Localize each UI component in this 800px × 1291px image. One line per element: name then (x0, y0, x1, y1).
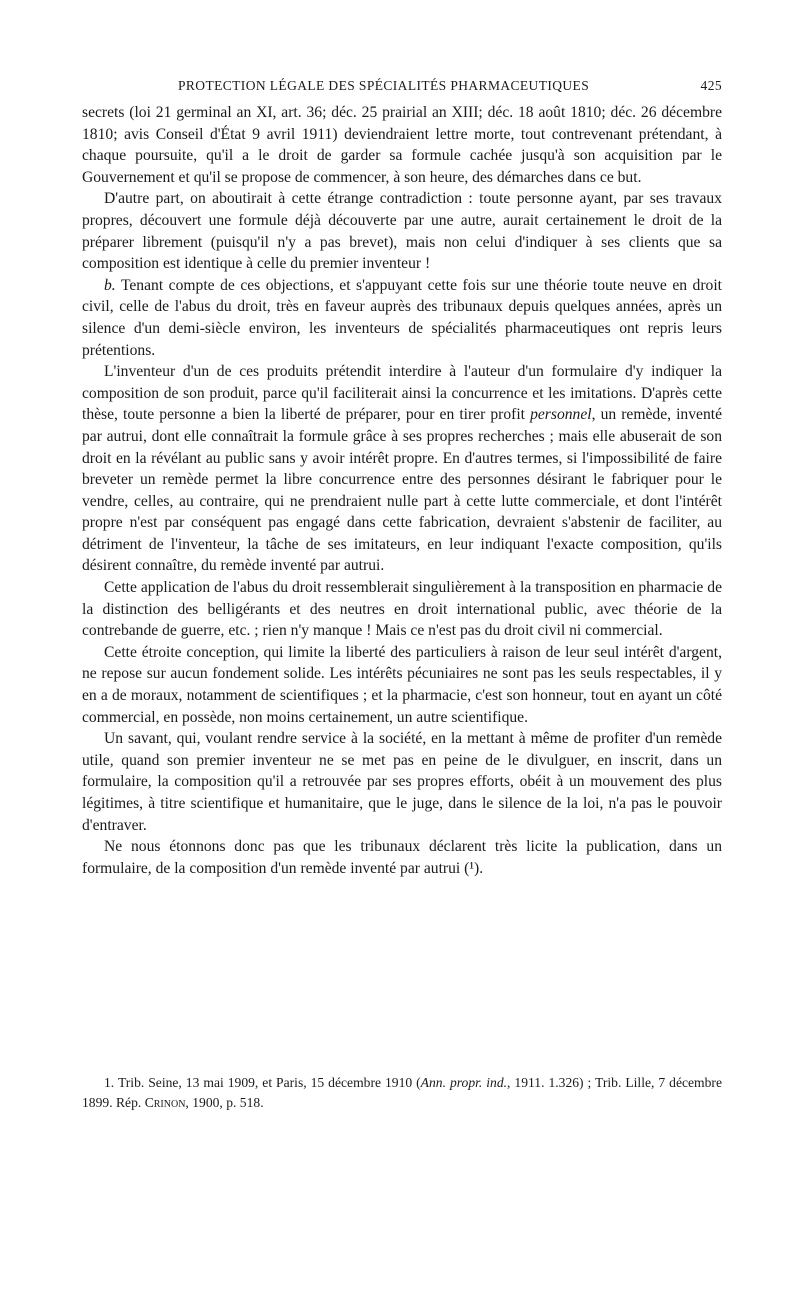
footnote-author: Crinon (144, 1094, 186, 1110)
page-number: 425 (700, 78, 722, 93)
paragraph-conclusion-text: Ne nous étonnons donc pas que les tribunaux déclarent très licite la publication, dans un formulaire, de la composition d'un remède inventé par autrui (82, 838, 722, 877)
footnote-journal: Ann. propr. ind. (420, 1075, 508, 1090)
paragraph-inventeur-part1: L'inventeur d'un de ces produits prétendit interdire à l'auteur d'un formulaire d'y indiquer la composition de son produit, parce qu'il faciliterait ainsi la concurrence et les imitations. D'après cette thèse, toute personne a bien la liberté de préparer, pour en tirer profit (82, 363, 722, 424)
footnote-text-c: , 1900, p. 518. (185, 1094, 264, 1110)
paragraph-savant: Un savant, qui, voulant rendre service à la société, en la mettant à même de profiter d'un remède utile, quand son premier inventeur ne se met pas en peine de le divulguer, en inscrit, dans un formulaire, la composition qu'il a retrouvée par ses propres efforts, obéit à un mouvement des plus légitimes, à titre scientifique et humanitaire, que le juge, dans le silence de la loi, n'a pas le pouvoir d'entraver. (82, 730, 722, 834)
footnote-number: 1. (104, 1075, 115, 1090)
paragraph-b (82, 275, 722, 361)
paragraph-b-text: Tenant compte de ces objections, et s'appuyant cette fois sur une théorie toute neuve en droit civil, celle de l'abus du droit, très en faveur auprès des tribunaux depuis quelques années, après un silence d'un demi-siècle environ, les inventeurs de spécialités pharmaceutiques ont repris leurs prétentions. (82, 276, 723, 359)
paragraph-conclusion (82, 836, 722, 879)
paragraph-contradiction: D'autre part, on aboutirait à cette étrange contradiction : toute personne ayant, par ses travaux propres, découvert une formule déjà découverte par une autre, aurait certainement le droit de la préparer librement (puisqu'il n'y a pas brevet), mais non celui d'indiquer à ses clients que sa composition est identique à celle du premier inventeur ! (82, 190, 722, 273)
footnotes (82, 1073, 722, 1112)
paragraph-etroite-conception: Cette étroite conception, qui limite la liberté des particuliers à raison de leur seul intérêt d'argent, ne repose sur aucun fondement solide. Les intérêts pécuniaires ne sont pas les seuls respectables, il y en a de moraux, notamment de scientifiques ; et la pharmacie, c'est son honneur, tout en ayant un côté commercial, en possède, non moins certainement, un autre scientifique. (82, 643, 722, 726)
paragraph-continuation: secrets (loi 21 germinal an XI, art. 36; déc. 25 prairial an XIII; déc. 18 août 1810; déc. 26 décembre 1810; avis Conseil d'État 9 avril 1911) deviendraient lettre morte, tout contrevenant prétendant, à chaque poursuite, qu'il a le droit de garder sa formule cachée jusqu'à son acquisition par le Gouvernement et qu'il se propose de commencer, à son heure, des démarches dans ce but. (82, 104, 722, 186)
body-text (82, 102, 722, 879)
footnote-1 (82, 1073, 722, 1112)
running-title: PROTECTION LÉGALE DES SPÉCIALITÉS PHARMACEUTIQUES (178, 78, 590, 93)
italic-personnel: personnel (530, 406, 592, 424)
paragraph-inventeur-part2: , un remède, inventé par autrui, dont elle connaîtrait la formule grâce à ses propres recherches ; mais elle abuserait de son droit en la révélant au public sans y avoir intérêt propre. En d'autres termes, si l'impossibilité de faire breveter un remède permet la libre concurrence entre des personnes désirant le fabriquer pour le vendre, celles, au contraire, qui ne prendraient nulle part à cette lutte commerciale, et dont l'intérêt propre n'est par conséquent pas engagé dans cette fabrication, devraient s'abstenir de faciliter, au détriment de l'inventeur, la tâche de ses imitateurs, en leur indiquant l'exacte composition, qu'ils désirent connaître, du remède inventé par autrui. (82, 406, 722, 575)
footnote-text-a: Trib. Seine, 13 mai 1909, et Paris, 15 décembre 1910 ( (117, 1075, 421, 1090)
running-header (82, 78, 722, 94)
footnote-reference: (¹). (464, 859, 484, 877)
paragraph-inventeur (82, 361, 722, 577)
footnote-text-b: , 1911. 1.326) ; Trib. Lille, 7 décembre 1899. Rép. (82, 1075, 722, 1110)
paragraph-abus-du-droit: Cette application de l'abus du droit ressemblerait singulièrement à la transposition en pharmacie de la distinction des belligérants et des neutres en droit international public, avec théorie de la contrebande de guerre, etc. ; rien n'y manque ! Mais ce n'est pas du droit civil ni commercial. (82, 579, 722, 640)
section-marker-b: b. (104, 276, 116, 294)
